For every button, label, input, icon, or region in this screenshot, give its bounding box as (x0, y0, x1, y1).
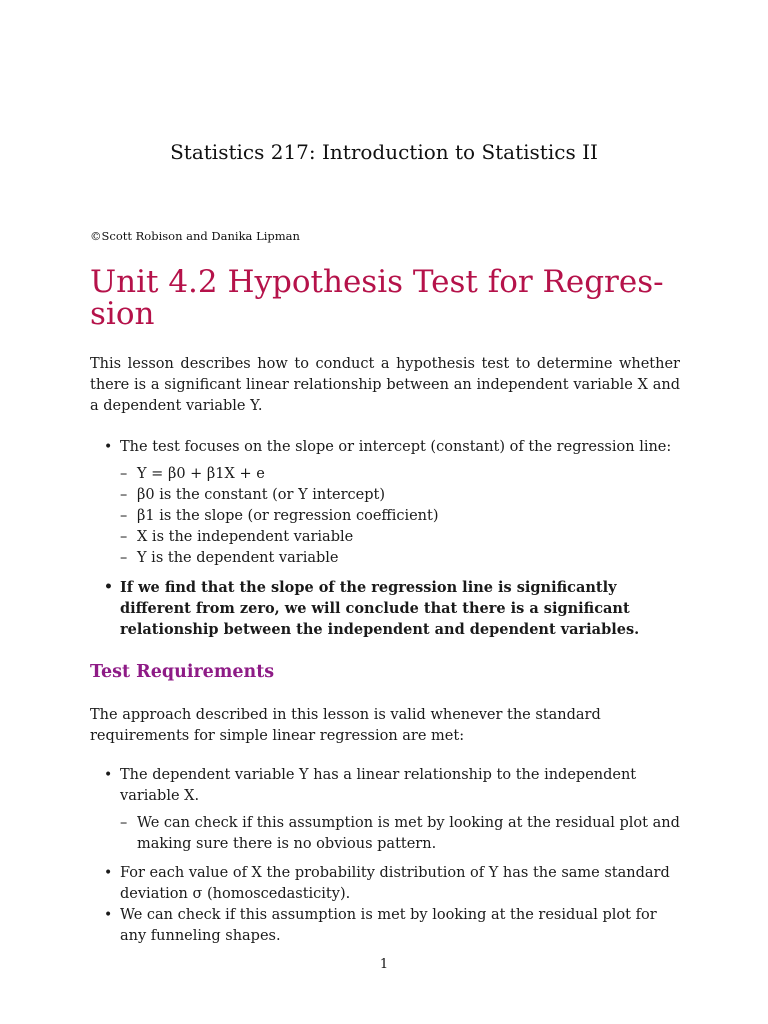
list-item: • If we find that the slope of the regression line is significantly different from zero, we will conclude that there is a significant relationship between the independent and dependent variables. (90, 577, 680, 640)
requirement-sublist (120, 813, 680, 855)
list-item: • For each value of X the probability distribution of Y has the same standard deviation σ (homoscedasticity). (90, 863, 680, 905)
list-item: – Y is the dependent variable (120, 548, 680, 569)
section-title: Test Requirements (90, 662, 275, 682)
list-item: – X is the independent variable (120, 527, 680, 548)
bullet-text: The test focuses on the slope or intercept (constant) of the regression line: (120, 439, 672, 455)
intro-paragraph: This lesson describes how to conduct a hypothesis test to determine whether there is a significant linear relationship between an independent variable X and a dependent variable Y. (90, 356, 680, 414)
requirement-text: The dependent variable Y has a linear relationship to the independent variable X. (120, 767, 637, 804)
list-item: – Y = β0 + β1X + e (120, 464, 680, 485)
requirements-list (90, 765, 680, 955)
copyright-notice: ©Scott Robison and Danika Lipman (90, 229, 300, 243)
list-item (90, 437, 680, 569)
requirements-intro: The approach described in this lesson is valid whenever the standard requirements for simple linear regression are met: (90, 707, 601, 744)
list-item: – β0 is the constant (or Y intercept) (120, 485, 680, 506)
list-item: – We can check if this assumption is met by looking at the residual plot and making sure there is no obvious pattern. (120, 813, 680, 855)
list-item: • We can check if this assumption is met by looking at the residual plot for any funneling shapes. (90, 905, 680, 947)
page-number: 1 (379, 957, 389, 972)
list-item: – β1 is the slope (or regression coefficient) (120, 506, 680, 527)
regression-bullet-list (90, 437, 680, 640)
course-title: Statistics 217: Introduction to Statistics II (170, 140, 598, 164)
list-item (90, 765, 680, 855)
regression-terms-sublist (120, 464, 680, 569)
unit-title: Unit 4.2 Hypothesis Test for Regres- sion (90, 264, 664, 332)
